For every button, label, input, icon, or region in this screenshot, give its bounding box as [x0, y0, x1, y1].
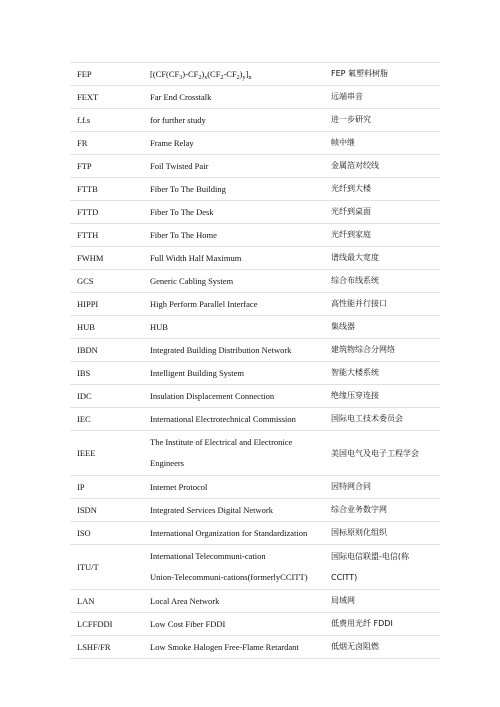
- abbreviation-cell: ISO: [70, 522, 143, 545]
- chinese-term-cell: 谱线最大宽度: [324, 247, 440, 270]
- table-row: [70, 522, 440, 545]
- table-row: [70, 109, 440, 132]
- abbreviation-cell: HIPPI: [70, 293, 143, 316]
- table-row: [70, 63, 440, 86]
- abbreviation-cell: IEEE: [70, 431, 143, 476]
- english-term-cell: for further study: [143, 109, 324, 132]
- english-term-line: Union-Telecommuni-cations(formerlyCCITT): [150, 572, 308, 582]
- abbreviation-cell: FR: [70, 132, 143, 155]
- table-row: [70, 613, 440, 636]
- english-term-cell: Foil Twisted Pair: [143, 155, 324, 178]
- glossary-table: [70, 62, 440, 659]
- chinese-term-cell: 综合布线系统: [324, 270, 440, 293]
- abbreviation-cell: LCFFDDI: [70, 613, 143, 636]
- chinese-term-cell: 建筑物综合分网络: [324, 339, 440, 362]
- chinese-term-cell: 智能大楼系统: [324, 362, 440, 385]
- english-term-cell: Integrated Building Distribution Network: [143, 339, 324, 362]
- chinese-term-cell: 帧中继: [324, 132, 440, 155]
- chinese-term-cell: 光纤到大楼: [324, 178, 440, 201]
- chinese-term-cell: 高性能并行接口: [324, 293, 440, 316]
- table-row: [70, 270, 440, 293]
- chinese-term-cell: 国际电工技术委员会: [324, 408, 440, 431]
- table-row: [70, 545, 440, 590]
- chinese-term-cell: [324, 545, 440, 590]
- chinese-term-line: 国际电信联盟-电信(称: [331, 552, 410, 561]
- table-row: [70, 499, 440, 522]
- chinese-term-cell: 国标原则化组织: [324, 522, 440, 545]
- abbreviation-cell: FTTD: [70, 201, 143, 224]
- table-row: [70, 247, 440, 270]
- abbreviation-cell: ITU/T: [70, 545, 143, 590]
- abbreviation-cell: LAN: [70, 590, 143, 613]
- table-row: [70, 132, 440, 155]
- chinese-term-cell: 低烟无卤阻燃: [324, 636, 440, 659]
- chinese-term-cell: 美国电气及电子工程学会: [324, 431, 440, 476]
- abbreviation-cell: IBS: [70, 362, 143, 385]
- abbreviation-cell: FEP: [70, 63, 143, 86]
- chinese-term-cell: 因特网合同: [324, 476, 440, 499]
- abbreviation-cell: FWHM: [70, 247, 143, 270]
- english-term-cell: Fiber To The Building: [143, 178, 324, 201]
- english-term-cell: Frame Relay: [143, 132, 324, 155]
- chinese-term-cell: 综合业务数字网: [324, 499, 440, 522]
- table-row: [70, 293, 440, 316]
- chinese-term-cell: FEP 氟塑料树脂: [324, 63, 440, 86]
- abbreviation-cell: f.f.s: [70, 109, 143, 132]
- abbreviation-cell: FTTH: [70, 224, 143, 247]
- abbreviation-cell: ISDN: [70, 499, 143, 522]
- english-term-cell: Intelligent Building System: [143, 362, 324, 385]
- table-row: [70, 339, 440, 362]
- abbreviation-cell: IP: [70, 476, 143, 499]
- table-row: [70, 431, 440, 476]
- table-row: [70, 316, 440, 339]
- chinese-term-cell: 局域网: [324, 590, 440, 613]
- table-row: [70, 201, 440, 224]
- english-term-line: The Institute of Electrical and Electronice: [150, 437, 293, 447]
- english-term-cell: Low Cost Fiber FDDI: [143, 613, 324, 636]
- abbreviation-cell: GCS: [70, 270, 143, 293]
- english-term-cell: Local Area Network: [143, 590, 324, 613]
- chinese-term-line: CCITT): [331, 573, 358, 582]
- english-term-cell: Full Width Half Maximum: [143, 247, 324, 270]
- english-term-cell: Low Smoke Halogen Free-Flame Retardant: [143, 636, 324, 659]
- english-term-cell: [143, 545, 324, 590]
- english-term-cell: Far End Crosstalk: [143, 86, 324, 109]
- english-term-cell: Generic Cabling System: [143, 270, 324, 293]
- chinese-term-cell: 远端串音: [324, 86, 440, 109]
- english-term-cell: High Perform Parallel Interface: [143, 293, 324, 316]
- chinese-term-cell: 进一步研究: [324, 109, 440, 132]
- abbreviation-cell: IDC: [70, 385, 143, 408]
- chinese-term-cell: 光纤到家庭: [324, 224, 440, 247]
- english-term-line: International Telecommuni-cation: [150, 551, 266, 561]
- english-term-line: Engineers: [150, 458, 184, 468]
- chinese-term-cell: 金属箔对绞线: [324, 155, 440, 178]
- abbreviation-cell: FEXT: [70, 86, 143, 109]
- table-row: [70, 178, 440, 201]
- chinese-term-cell: 光纤到桌面: [324, 201, 440, 224]
- table-row: [70, 385, 440, 408]
- english-term-cell: Fiber To The Desk: [143, 201, 324, 224]
- abbreviation-cell: FTP: [70, 155, 143, 178]
- abbreviation-cell: HUB: [70, 316, 143, 339]
- abbreviation-cell: IEC: [70, 408, 143, 431]
- english-term-cell: HUB: [143, 316, 324, 339]
- table-row: [70, 408, 440, 431]
- english-term-cell: $[(CF(CF_3)-CF_2)_x(CF_2-CF_2)_y]_n$: [143, 63, 324, 86]
- chinese-term-cell: 集线器: [324, 316, 440, 339]
- abbreviation-cell: FTTB: [70, 178, 143, 201]
- abbreviation-cell: IBDN: [70, 339, 143, 362]
- english-term-cell: Fiber To The Home: [143, 224, 324, 247]
- chinese-term-cell: 绝缘压穿连接: [324, 385, 440, 408]
- table-row: [70, 155, 440, 178]
- english-term-cell: [143, 431, 324, 476]
- english-term-cell: International Organization for Standardization: [143, 522, 324, 545]
- english-term-cell: International Electrotechnical Commission: [143, 408, 324, 431]
- chinese-term-cell: 低费用光纤 FDDI: [324, 613, 440, 636]
- english-term-cell: Internet Protocol: [143, 476, 324, 499]
- english-term-cell: Integrated Services Digital Network: [143, 499, 324, 522]
- table-row: [70, 636, 440, 659]
- abbreviation-cell: LSHF/FR: [70, 636, 143, 659]
- table-row: [70, 476, 440, 499]
- table-row: [70, 590, 440, 613]
- english-term-cell: Insulation Displacement Connection: [143, 385, 324, 408]
- table-row: [70, 224, 440, 247]
- table-row: [70, 362, 440, 385]
- table-row: [70, 86, 440, 109]
